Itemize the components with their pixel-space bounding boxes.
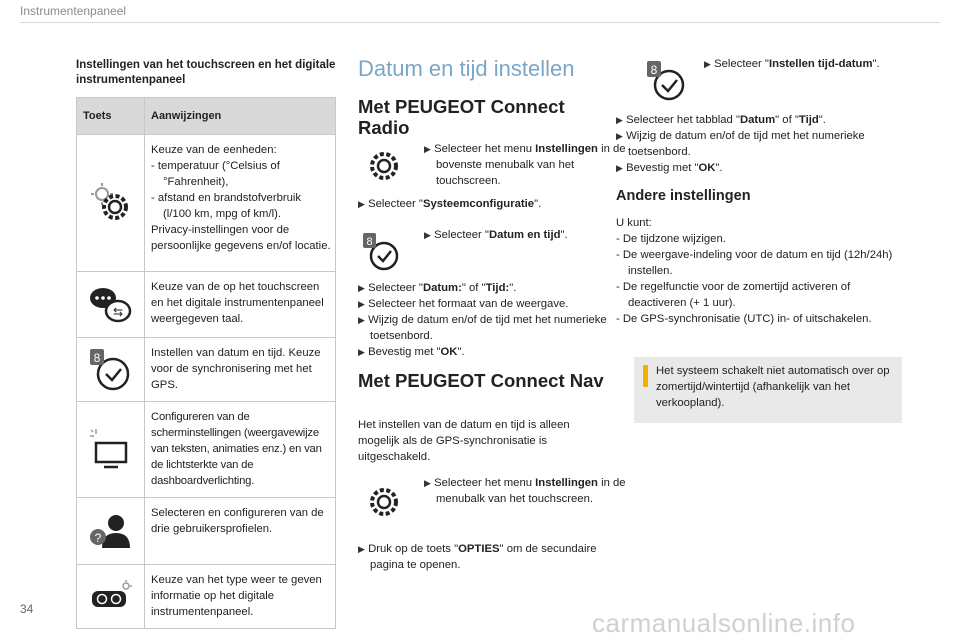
nav-step-5: ▶ Wijzig de datum en/of de tijd met het numerieke toetsenbord. bbox=[616, 130, 865, 158]
clock-icon bbox=[646, 60, 688, 102]
radio-step-2: ▶ Selecteer "Systeemconfiguratie". bbox=[358, 198, 542, 210]
nav-step-6: ▶ Bevestig met "OK". bbox=[616, 162, 723, 174]
row-text: Configureren van de scherminstellingen (weergavewijze van teksten, animaties enz.) en van de lichtsterkte van de dashboardverlichting. bbox=[145, 402, 336, 498]
table-header-row bbox=[77, 98, 336, 135]
section-title: Instrumentenpaneel bbox=[20, 4, 127, 18]
nav-step-1: ▶ Selecteer het menu Instellingen in de menubalk van het touchscreen. bbox=[424, 477, 626, 505]
clock-badge: 8 bbox=[93, 350, 100, 365]
table-row bbox=[77, 338, 336, 402]
row-text: Selecteren en configureren van de drie gebruikersprofielen. bbox=[145, 498, 336, 565]
page-number: 34 bbox=[20, 602, 34, 616]
section-title-datetime: Datum en tijd instellen bbox=[358, 56, 575, 81]
row-text: - afstand en brandstofverbruik (l/100 km, mpg of km/l). bbox=[151, 192, 302, 220]
row-text: Keuze van de op het touchscreen en het digitale instrumentenpaneel weergegeven taal. bbox=[145, 272, 336, 338]
language-icon bbox=[88, 285, 134, 325]
radio-step-4: ▶ Selecteer "Datum:" of "Tijd:". bbox=[358, 282, 517, 294]
svg-text:⇆: ⇆ bbox=[112, 304, 123, 319]
radio-steps-list bbox=[358, 280, 608, 360]
table-row bbox=[77, 272, 336, 338]
settings-table bbox=[76, 97, 336, 629]
heading-other-settings: Andere instellingen bbox=[616, 188, 751, 204]
svg-text:8: 8 bbox=[650, 63, 658, 77]
arrow-icon: ▶ bbox=[424, 144, 431, 154]
nav-steps-list bbox=[616, 112, 896, 176]
arrow-icon: ▶ bbox=[424, 230, 431, 240]
table-row bbox=[77, 565, 336, 629]
settings-gear-icon bbox=[366, 484, 402, 520]
other-settings-list bbox=[616, 215, 906, 327]
radio-step-3: ▶ Selecteer "Datum en tijd". bbox=[424, 229, 568, 241]
row-text: Instellen van datum en tijd. Keuze voor de synchronisering met het GPS. bbox=[145, 338, 336, 402]
user-profile-icon bbox=[88, 508, 134, 554]
display-brightness-icon bbox=[88, 427, 134, 473]
radio-step-6: ▶ Wijzig de datum en/of de tijd met het numerieke toetsenbord. bbox=[358, 314, 607, 342]
watermark: carmanualsonline.info bbox=[592, 608, 856, 638]
info-note-text: Het systeem schakelt niet automatisch over op zomertijd/wintertijd (afhankelijk van het verkoopland). bbox=[656, 365, 890, 409]
list-item: - De weergave-indeling voor de datum en tijd (12h/24h) instellen. bbox=[616, 249, 893, 277]
page-header bbox=[20, 0, 940, 23]
list-item: - De regelfunctie voor de zomertijd activeren of deactiveren (+ 1 uur). bbox=[616, 281, 851, 309]
nav-step-3: ▶ Selecteer "Instellen tijd-datum". bbox=[704, 58, 880, 70]
radio-step-1: ▶ Selecteer het menu Instellingen in de bovenste menubalk van het touchscreen. bbox=[424, 143, 626, 187]
svg-text:?: ? bbox=[94, 531, 101, 545]
info-note bbox=[634, 357, 902, 423]
nav-step-4: ▶ Selecteer het tabblad "Datum" of "Tijd". bbox=[616, 114, 826, 126]
table-row bbox=[77, 402, 336, 498]
table-row bbox=[77, 135, 336, 272]
arrow-icon: ▶ bbox=[358, 199, 365, 209]
other-intro: U kunt: bbox=[616, 217, 652, 229]
gear-sun-icon bbox=[88, 180, 134, 226]
nav-step-2: ▶ Druk op de toets "OPTIES" om de secundaire pagina te openen. bbox=[358, 543, 597, 571]
list-item: - De tijdzone wijzigen. bbox=[616, 233, 726, 245]
row-text: Privacy-instellingen voor de persoonlijke gegevens en/of locatie. bbox=[151, 224, 331, 252]
clock-icon bbox=[88, 347, 134, 393]
row-text: - temperatuur (°Celsius of °Fahrenheit), bbox=[151, 160, 280, 188]
arrow-icon: ▶ bbox=[358, 544, 365, 554]
heading-connect-nav: Met PEUGEOT Connect Nav bbox=[358, 370, 604, 391]
info-icon bbox=[643, 365, 648, 387]
row-text: Keuze van het type weer te geven informatie op het digitale instrumentenpaneel. bbox=[145, 565, 336, 629]
radio-step-7: ▶ Bevestig met "OK". bbox=[358, 346, 465, 358]
table-title: Instellingen van het touchscreen en het digitale instrumentenpaneel bbox=[76, 59, 336, 86]
row-text: Keuze van de eenheden: bbox=[151, 144, 277, 156]
table-row bbox=[77, 498, 336, 565]
arrow-icon: ▶ bbox=[704, 59, 711, 69]
nav-intro: Het instellen van de datum en tijd is alleen mogelijk als de GPS-synchronisatie is uitgeschakeld. bbox=[358, 419, 570, 463]
col-header-instructions: Aanwijzingen bbox=[145, 98, 336, 135]
cluster-icon bbox=[88, 577, 134, 617]
settings-gear-icon bbox=[366, 148, 402, 184]
col-header-key: Toets bbox=[77, 98, 145, 135]
svg-text:8: 8 bbox=[366, 236, 373, 248]
list-item: - De GPS-synchronisatie (UTC) in- of uitschakelen. bbox=[616, 313, 872, 325]
clock-icon bbox=[362, 232, 402, 272]
heading-connect-radio: Met PEUGEOT Connect Radio bbox=[358, 96, 565, 138]
arrow-icon: ▶ bbox=[424, 478, 431, 488]
radio-step-5: ▶ Selecteer het formaat van de weergave. bbox=[358, 298, 569, 310]
